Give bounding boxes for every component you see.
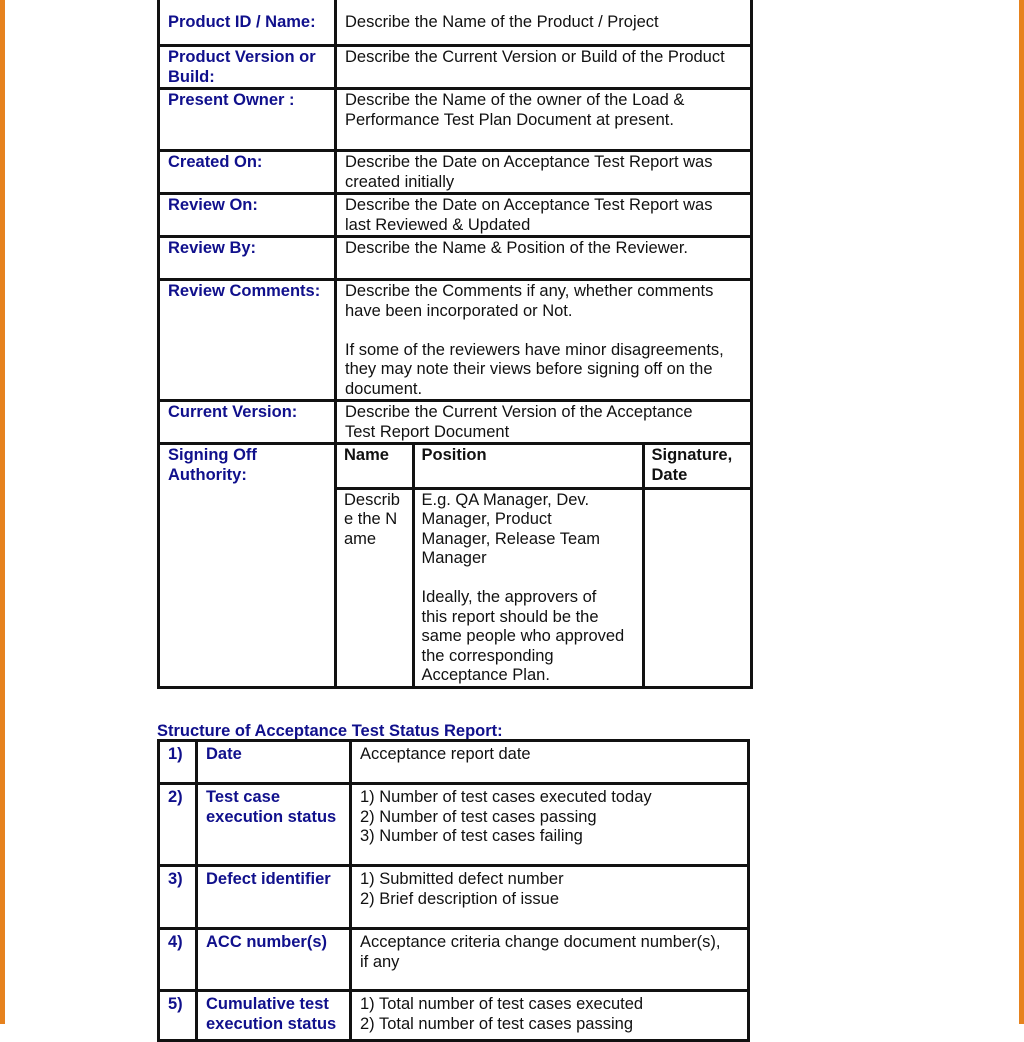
page-edge-right <box>1019 0 1024 1024</box>
signature-date-cell <box>643 488 750 686</box>
row-description: 1) Total number of test cases executed 2) Total number of test cases passing <box>351 991 749 1041</box>
product-id-value: Describe the Name of the Product / Project <box>336 0 752 46</box>
section-title: Structure of Acceptance Test Status Report: <box>157 722 503 740</box>
table-row <box>159 0 752 46</box>
row-item: Date <box>197 741 351 784</box>
row-number: 2) <box>159 784 197 866</box>
row-description: 1) Number of test cases executed today 2) Number of test cases passing 3) Number of test cases failing <box>351 784 749 866</box>
signer-position-cell: E.g. QA Manager, Dev. Manager, Product Manager, Release Team Manager Ideally, the approvers of this report should be the same people who approved the corresponding Acceptance Plan. <box>413 488 643 686</box>
row-number: 3) <box>159 866 197 929</box>
row-description: 1) Submitted defect number 2) Brief description of issue <box>351 866 749 929</box>
row-description: Acceptance report date <box>351 741 749 784</box>
signing-authority-label: Signing Off Authority: <box>159 444 336 688</box>
table-row <box>337 488 750 686</box>
document-info-table <box>157 0 753 689</box>
review-by-value: Describe the Name & Position of the Reviewer. <box>336 237 752 280</box>
present-owner-label: Present Owner : <box>159 89 336 151</box>
created-on-value: Describe the Date on Acceptance Test Report was created initially <box>336 151 752 194</box>
status-report-structure-table <box>157 739 750 1042</box>
review-on-label: Review On: <box>159 194 336 237</box>
table-row <box>159 784 749 866</box>
row-item: ACC number(s) <box>197 929 351 991</box>
row-number: 5) <box>159 991 197 1041</box>
review-comments-label: Review Comments: <box>159 280 336 401</box>
page-edge-left <box>0 0 5 1024</box>
signer-name-cell: Describe the Name <box>337 488 413 686</box>
created-on-label: Created On: <box>159 151 336 194</box>
row-item: Defect identifier <box>197 866 351 929</box>
current-version-label: Current Version: <box>159 401 336 444</box>
review-by-label: Review By: <box>159 237 336 280</box>
table-row <box>159 46 752 89</box>
table-row <box>159 929 749 991</box>
table-row <box>159 237 752 280</box>
position-column-header: Position <box>413 445 643 488</box>
signing-table <box>337 445 750 686</box>
table-row <box>159 741 749 784</box>
table-row <box>159 280 752 401</box>
review-comments-value: Describe the Comments if any, whether comments have been incorporated or Not. If some of the reviewers have minor disagreements, they may note their views before signing off on the document. <box>336 280 752 401</box>
table-row <box>159 194 752 237</box>
table-row <box>159 991 749 1041</box>
present-owner-value: Describe the Name of the owner of the Load & Performance Test Plan Document at present. <box>336 89 752 151</box>
product-id-label: Product ID / Name: <box>159 0 336 46</box>
table-row <box>337 445 750 488</box>
row-description: Acceptance criteria change document number(s), if any <box>351 929 749 991</box>
table-row <box>159 444 752 688</box>
row-number: 1) <box>159 741 197 784</box>
product-version-value: Describe the Current Version or Build of the Product <box>336 46 752 89</box>
table-row <box>159 401 752 444</box>
current-version-value: Describe the Current Version of the Acceptance Test Report Document <box>336 401 752 444</box>
table-row <box>159 151 752 194</box>
review-on-value: Describe the Date on Acceptance Test Report was last Reviewed & Updated <box>336 194 752 237</box>
row-item: Cumulative test execution status <box>197 991 351 1041</box>
table-row <box>159 866 749 929</box>
row-number: 4) <box>159 929 197 991</box>
name-column-header: Name <box>337 445 413 488</box>
product-version-label: Product Version or Build: <box>159 46 336 89</box>
table-row <box>159 89 752 151</box>
signature-column-header: Signature, Date <box>643 445 750 488</box>
signing-authority-cell <box>336 444 752 688</box>
row-item: Test case execution status <box>197 784 351 866</box>
